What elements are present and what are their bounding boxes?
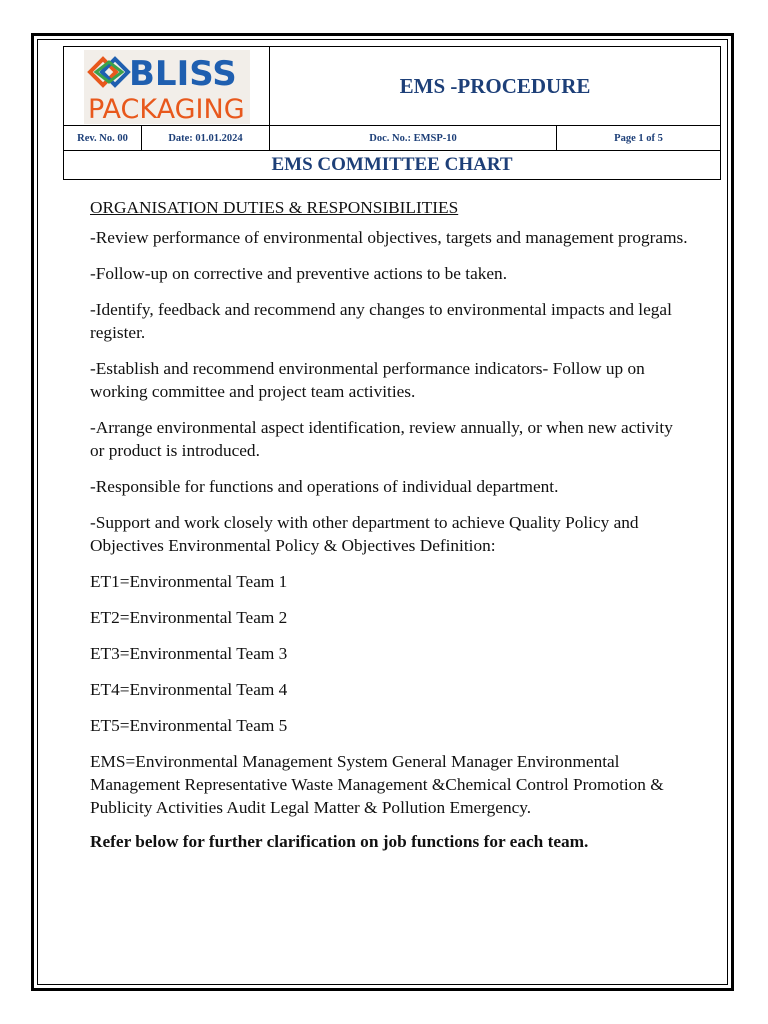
paragraph: -Arrange environmental aspect identification, review annually, or when new activity or product is introduced. [90, 418, 673, 460]
paragraph: -Identify, feedback and recommend any changes to environmental impacts and legal register. [90, 300, 672, 342]
closing-note: Refer below for further clarification on job functions for each team. [90, 832, 589, 851]
logo-diamond-icon [90, 59, 128, 85]
logo-word-bliss: BLISS [128, 54, 237, 94]
ems-definition: EMS=Environmental Management System General Manager Environmental Management Representative Waste Management &Chemical Control Promotion & Publicity Activities Audit Legal Matter & Pollution Emergency. [90, 752, 664, 817]
paragraph: -Establish and recommend environmental performance indicators- Follow up on working committee and project team activities. [90, 359, 645, 401]
team-definition: ET3=Environmental Team 3 [90, 644, 288, 663]
logo-word-packaging: PACKAGING [87, 94, 245, 124]
document-title: EMS -PROCEDURE [270, 47, 721, 126]
paragraph: -Responsible for functions and operations of individual department. [90, 477, 559, 496]
section-heading: ORGANISATION DUTIES & RESPONSIBILITIES [90, 198, 459, 217]
paragraph: -Review performance of environmental objectives, targets and management programs. [90, 228, 688, 247]
doc-number: Doc. No.: EMSP-10 [270, 126, 557, 151]
rev-number: Rev. No. 00 [64, 126, 142, 151]
chart-title: EMS COMMITTEE CHART [64, 151, 721, 180]
bliss-packaging-logo [84, 50, 250, 124]
logo-cell [64, 47, 270, 126]
document-header-table [63, 46, 721, 180]
team-definition: ET1=Environmental Team 1 [90, 572, 288, 591]
document-body [90, 196, 690, 853]
document-date: Date: 01.01.2024 [142, 126, 270, 151]
team-definition: ET5=Environmental Team 5 [90, 716, 288, 735]
team-definition: ET4=Environmental Team 4 [90, 680, 288, 699]
paragraph: -Support and work closely with other department to achieve Quality Policy and Objectives Environmental Policy & Objectives Definition: [90, 513, 639, 555]
page-number: Page 1 of 5 [557, 126, 721, 151]
paragraph: -Follow-up on corrective and preventive actions to be taken. [90, 264, 508, 283]
team-definition: ET2=Environmental Team 2 [90, 608, 288, 627]
